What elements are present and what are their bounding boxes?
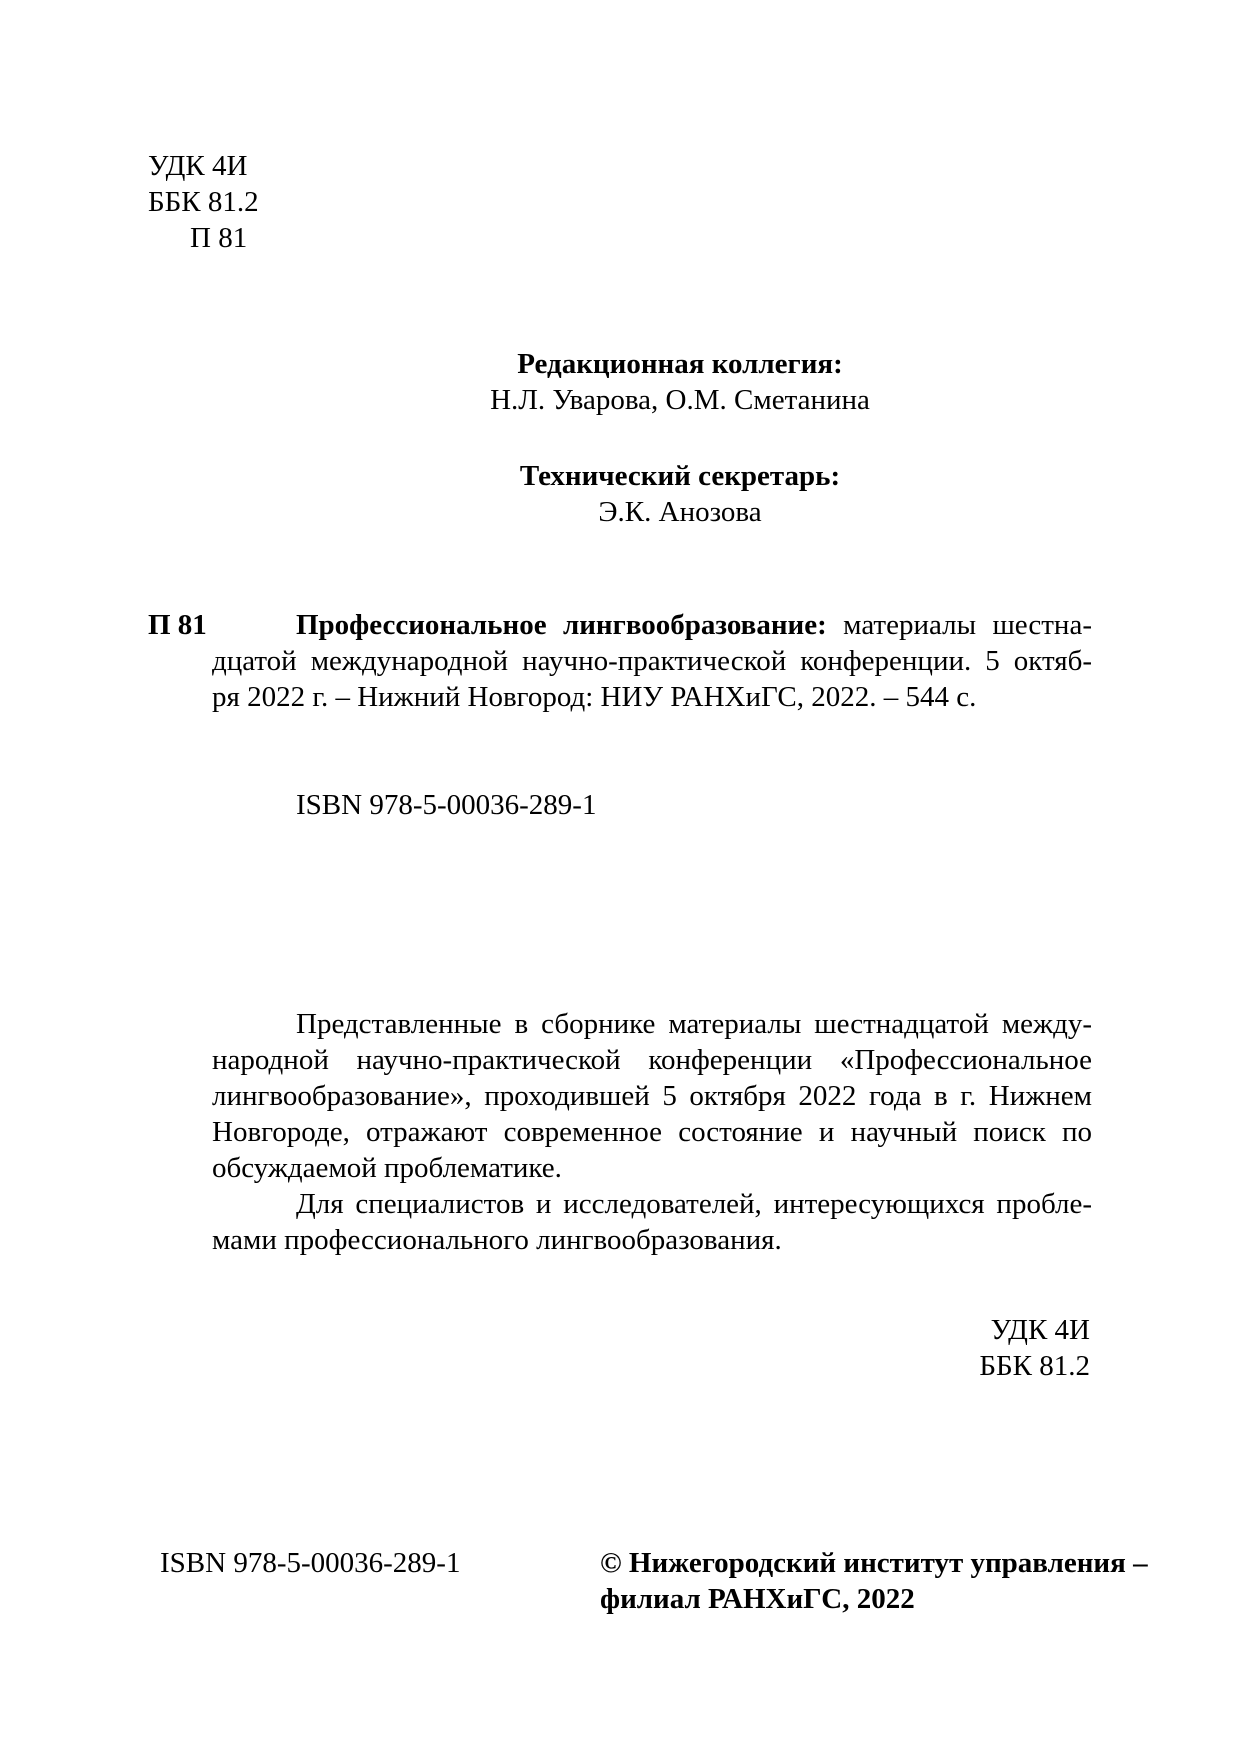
secretary-heading: Технический секретарь: (519, 460, 841, 492)
udk-code: УДК 4И (148, 150, 248, 182)
secretary-name: Э.К. Анозова (598, 496, 762, 528)
annotation-line: обсуждаемой проблематике. (212, 1152, 562, 1184)
catalog-code: П 81 (148, 609, 207, 641)
author-sign-code: П 81 (190, 222, 248, 254)
classification-bottom (900, 1312, 1090, 1384)
editorial-board-members: Н.Л. Уварова, О.М. Сметанина (490, 384, 870, 416)
copyright-notice (600, 1545, 1148, 1617)
copyright-line-2: филиал РАНХиГС, 2022 (600, 1583, 915, 1615)
annotation-line: Представленные в сборнике материалы шестнадцатой между- (296, 1008, 1092, 1040)
annotation-line: Новгороде, отражают современное состояние и научный поиск по (212, 1116, 1092, 1148)
annotation (212, 1006, 1092, 1258)
annotation-line: мами профессионального лингвообразования. (212, 1224, 782, 1256)
isbn-mid: ISBN 978-5-00036-289-1 (296, 789, 597, 821)
catalog-line-1-rest: материалы шестна- (826, 609, 1092, 641)
classification-top (148, 148, 259, 256)
editorial-board-heading: Редакционная коллегия: (517, 348, 843, 380)
catalog-line-2: дцатой международной научно-практической конференции. 5 октяб- (212, 645, 1092, 677)
editorial-block (330, 346, 1030, 530)
annotation-line: народной научно-практической конференции «Профессиональное (212, 1044, 1092, 1076)
udk-code-bottom: УДК 4И (990, 1314, 1090, 1346)
bbk-code-bottom: ББК 81.2 (979, 1350, 1090, 1382)
bbk-code: ББК 81.2 (148, 186, 259, 218)
catalog-title: Профессиональное лингвообразование: (296, 609, 827, 641)
catalog-entry (212, 607, 1092, 715)
annotation-line: Для специалистов и исследователей, интересующихся пробле- (296, 1188, 1092, 1220)
isbn-bottom: ISBN 978-5-00036-289-1 (160, 1547, 461, 1579)
copyright-line-1: © Нижегородский институт управления – (600, 1547, 1148, 1579)
catalog-line-1 (212, 607, 1092, 643)
annotation-line: лингвообразование», проходившей 5 октября 2022 года в г. Нижнем (212, 1080, 1092, 1112)
catalog-line-3: ря 2022 г. – Нижний Новгород: НИУ РАНХиГС, 2022. – 544 с. (212, 681, 977, 713)
